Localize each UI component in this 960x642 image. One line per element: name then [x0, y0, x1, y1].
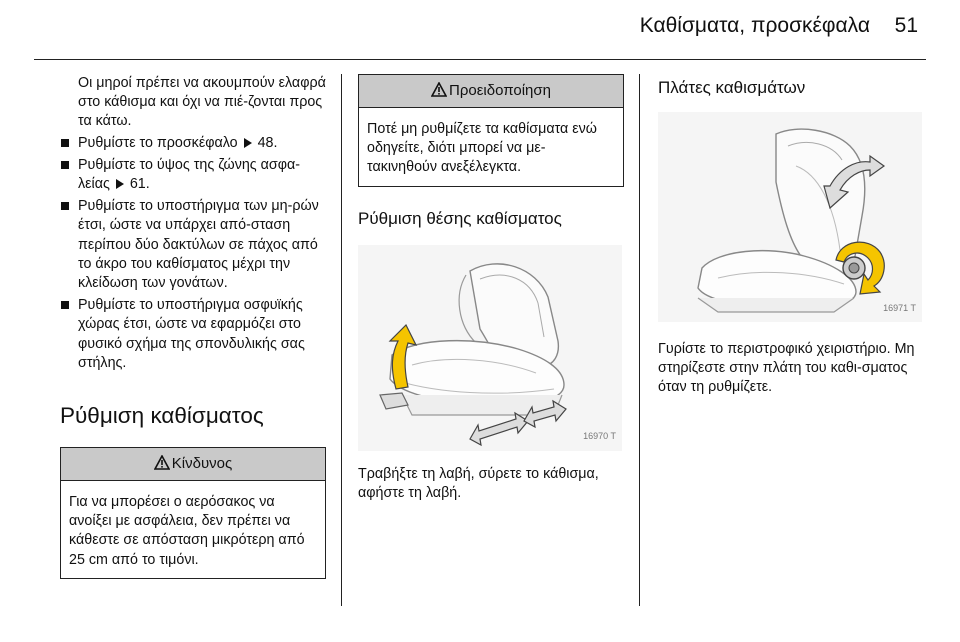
page-reference[interactable]: 48.	[257, 134, 278, 151]
warning-triangle-icon	[431, 82, 447, 97]
list-item-text: Ρυθμίστε το υποστήριγμα οσφυϊκής χώρας έτσι, ώστε να εφαρμόζει στο φυσικό σχήμα της σπονδυλικής σας στήλης.	[78, 297, 305, 371]
list-item-text: Ρυθμίστε το προσκέφαλο	[78, 134, 238, 151]
warning-box-title: Προειδοποίηση	[449, 82, 551, 99]
section-heading-seat-position: Ρύθμιση θέσης καθίσματος	[358, 208, 562, 228]
list-item-text: Ρυθμίστε το υποστήριγμα των μη-ρών έτσι, ώστε να υπάρχει από-σταση περίπου δύο δακτύλων σε πάχος από το άκρο του καθίσματος μέχρι την κλείδωση των γονάτων.	[78, 198, 319, 292]
bullet-square-icon	[61, 301, 69, 309]
warning-box	[358, 74, 624, 187]
seat-slide-illustration	[358, 245, 622, 451]
page-reference-arrow-icon	[244, 138, 252, 148]
list-item-text: Ρυθμίστε το ύψος της ζώνης ασφα-λείας	[78, 156, 301, 193]
figure-caption: Τραβήξτε τη λαβή, σύρετε το κάθισμα, αφήστε τη λαβή.	[358, 465, 599, 501]
backrest-adjust-illustration	[658, 112, 922, 322]
list-item	[60, 197, 326, 293]
header-title: Καθίσματα, προσκέφαλα	[639, 14, 870, 37]
column-2	[358, 74, 624, 503]
warning-triangle-icon	[154, 455, 170, 470]
column-divider-left	[341, 74, 342, 606]
bullet-square-icon	[61, 139, 69, 147]
instruction-list	[60, 134, 326, 373]
intro-paragraph: Οι μηροί πρέπει να ακουμπούν ελαφρά στο κάθισμα και όχι να πιέ-ζονται προς τα κάτω.	[78, 75, 326, 130]
page-reference[interactable]: 61.	[129, 176, 150, 193]
bullet-square-icon	[61, 202, 69, 210]
danger-box-body: Για να μπορέσει ο αερόσακος να ανοίξει με ασφάλεια, δεν πρέπει να κάθεστε σε απόσταση μικρότερη από 25 cm από το τιμόνι.	[69, 494, 305, 568]
section-heading-seat-adjustment: Ρύθμιση καθίσματος	[60, 403, 264, 429]
warning-box-body: Ποτέ μη ρυθμίζετε τα καθίσματα ενώ οδηγείτε, διότι μπορεί να με-τακινηθούν ανεξέλεγκτα.	[367, 121, 597, 176]
seat-position-illustration	[358, 245, 622, 451]
warning-box-header	[359, 75, 623, 108]
list-item	[60, 134, 326, 153]
danger-box-title: Κίνδυνος	[171, 455, 233, 473]
figure-caption: Γυρίστε το περιστροφικό χειριστήριο. Μη στηρίζεστε στην πλάτη του καθι-σματος όταν τη ρυθμίζετε.	[658, 341, 915, 396]
section-heading-seat-backrests: Πλάτες καθισμάτων	[658, 78, 806, 97]
column-divider-right	[639, 74, 640, 606]
column-3	[658, 74, 926, 398]
danger-box	[60, 447, 326, 579]
list-item	[60, 156, 326, 194]
column-1	[60, 74, 326, 579]
figure-code: 16970 T	[583, 431, 616, 442]
backrest-illustration	[658, 112, 922, 322]
bullet-square-icon	[61, 161, 69, 169]
page-number: 51	[894, 14, 918, 37]
header-rule	[34, 59, 926, 60]
danger-box-header	[61, 448, 325, 481]
page-reference-arrow-icon	[116, 179, 124, 189]
figure-code: 16971 T	[883, 302, 916, 313]
list-item	[60, 296, 326, 373]
